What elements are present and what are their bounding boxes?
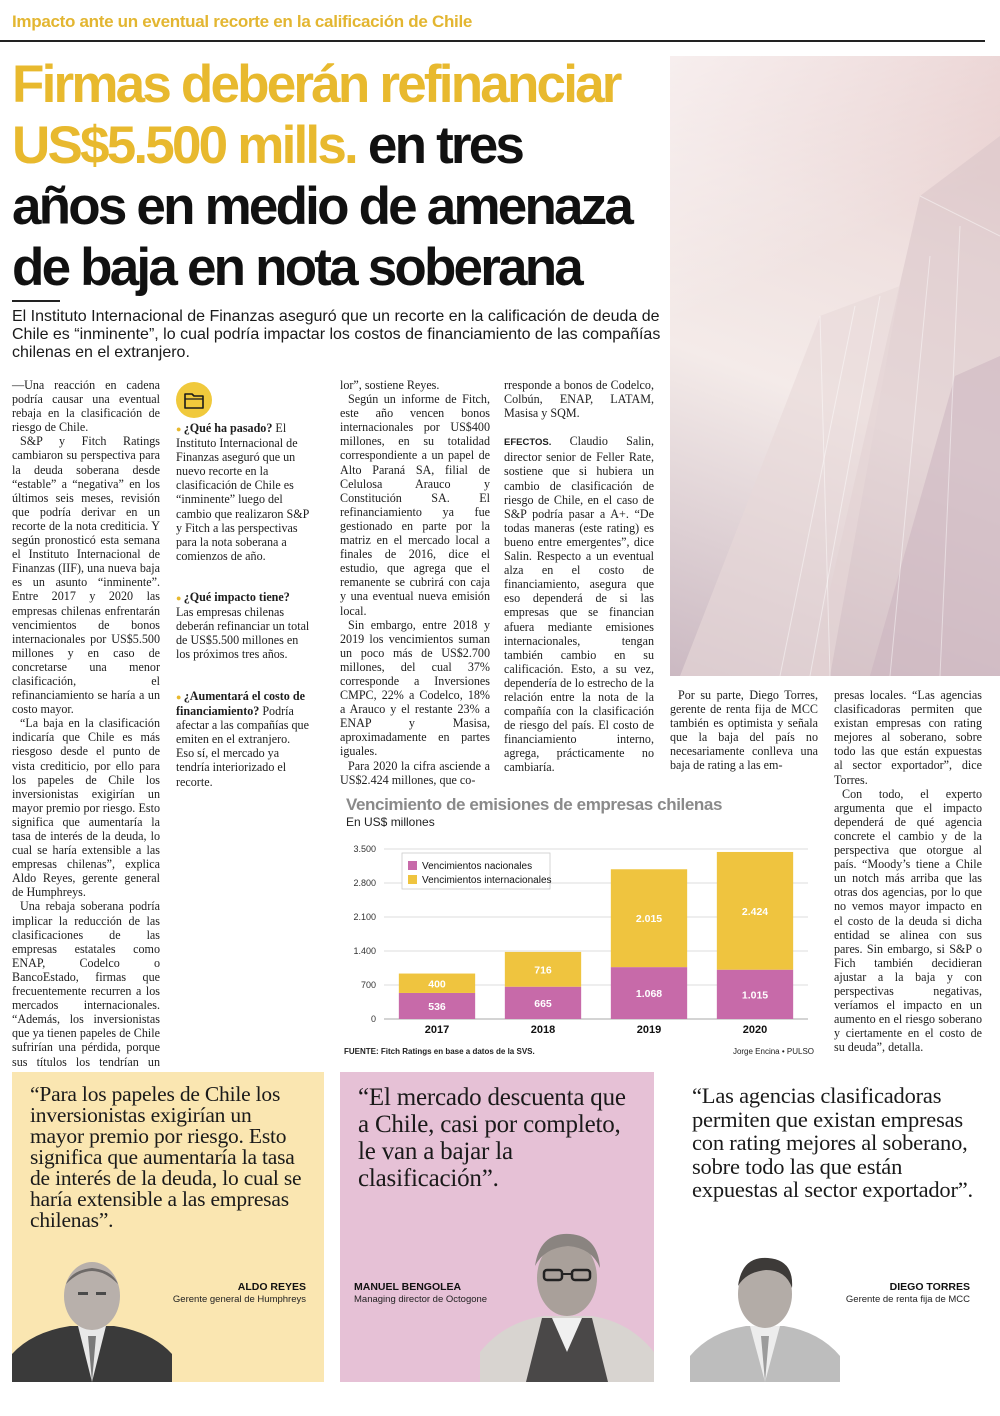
col3-paragraph: lor”, sostiene Reyes. xyxy=(340,378,440,392)
legend-label: Vencimientos internacionales xyxy=(422,875,552,886)
person-name: MANUEL BENGOLEA xyxy=(354,1281,462,1293)
person-role: Managing director de Octogone xyxy=(354,1294,488,1305)
quote-text: “Para los papeles de Chile los inversionistas exigirían un mayor premio por riesgo. Esto significa que aumentaría la tasa de interés de la deuda, lo cual se haría extensible a las empresas chilenas”. xyxy=(30,1082,302,1232)
body-column-5 xyxy=(670,688,818,773)
col6-paragraph: Con todo, el experto argumenta que el impacto dependerá de qué agencia concrete el cambio y de la perspectiva que otorgue al país. “Moody’s tiene a Chile un notch más arriba que las otras dos agencias, por lo que no vemos mayor impacto en el costo de la deuda si dicha entidad se alinea con sus pares. Sin embargo, si S&P o Fich también decidieran ajustar a la baja y con perspectivas negativas, veríamos el impacto en un aumento en el riesgo soberano y ciertamente en el costo de su deuda”, detalla. xyxy=(834,786,982,1055)
y-tick-label: 2.100 xyxy=(353,912,376,922)
legend-swatch xyxy=(408,875,417,884)
bar-value-label: 1.068 xyxy=(635,988,663,1001)
headline-rest-2: años en medio de amenaza xyxy=(12,177,632,236)
body-column-3 xyxy=(340,378,490,787)
qa-answer: Podría afectar a las compañías que emiten en el extranjero. Eso sí, el mercado ya tendría interiorizado el recorte. xyxy=(176,704,309,789)
col4-effects-paragraph xyxy=(504,434,654,774)
bar-value-label: 2.015 xyxy=(635,913,663,926)
qa-item-3 xyxy=(176,689,310,789)
section-kicker: Impacto ante un eventual recorte en la calificación de Chile xyxy=(12,12,473,31)
col3-paragraph: Sin embargo, entre 2018 y 2019 los vencimientos suman un poco más de US$2.700 millones, del cual 37% corresponde a Inversiones CMPC, 22% a Codelco, 18% a Arauco y el restante 23% a ENAP y Masisa, aproximadamente en partes iguales. xyxy=(340,617,490,759)
bar-value-label: 536 xyxy=(428,1000,446,1013)
x-tick-label: 2020 xyxy=(742,1024,768,1036)
body-column-6 xyxy=(834,688,982,1054)
headline-rest-1: en tres xyxy=(355,116,523,175)
chart-title: Vencimiento de emisiones de empresas chilenas xyxy=(346,795,723,814)
lead-divider xyxy=(12,300,60,302)
qa-question: ● ¿Qué impacto tiene? xyxy=(176,590,290,604)
qa-question: ● ¿Aumentará el costo de financiamiento? xyxy=(176,689,305,718)
x-tick-label: 2018 xyxy=(530,1024,556,1036)
quote-box-bengolea xyxy=(340,1072,654,1382)
qa-answer: El Instituto Internacional de Finanzas aseguró que un nuevo recorte en la clasificación de Chile es “inminente” luego del cambio que realizaron S&P y Fitch a las perspectivas para la nota soberana a comienzos de año. xyxy=(176,421,309,563)
qa-question: ● ¿Qué ha pasado? xyxy=(176,421,272,435)
col3-paragraph: Según un informe de Fitch, este año vencen bonos internacionales por US$400 millones, en su totalidad correspondiente a un papel de Alto Paraná SA, filial de Celulosa Arauco y Constitución SA. El refinanciamiento ya fue gestionado en parte por la matriz en el mercado local a finales de 2016, dice el estudio, que agrega que el remanente se cubrirá con caja y una eventual nueva emisión local. xyxy=(340,392,490,618)
maturities-chart xyxy=(338,795,818,1060)
chart-credit: Jorge Encina • PULSO xyxy=(732,1047,814,1056)
col4-effects-text: Claudio Salin, director senior de Feller Rate, sostiene que si hubiera un cambio de clasificación de riesgo de Chile, en el caso de S&P podría pasar a A+. “De todas maneras (este rating) es bueno entre emergentes”, dice Salin. Respecto a un eventual alza en el costo de financiamiento, asegura que eso dependerá de si las empresas que se financian afuera mediante emisiones internacionales, tengan también cambio en su calificación. Esto, a su vez, dependería de lo estrecho de la relación entre la nota de la compañía con la clasificación de riesgo del país. El costo de financiamiento interno, agrega, prácticamente no cambiaría. xyxy=(504,434,654,775)
y-tick-label: 1.400 xyxy=(353,946,376,956)
quote-text: “Las agencias clasificadoras permiten que existan empresas con rating mejores al soberano, sobre todo las que están expuestas al sector exportador”. xyxy=(692,1083,973,1202)
col1-paragraph: —Una reacción en cadena podría causar una eventual rebaja en la clasificación de riesgo de Chile. xyxy=(12,378,160,435)
quote-box-reyes xyxy=(12,1072,324,1382)
headline-highlight-1: Firmas deberán refinanciar xyxy=(12,55,620,114)
person-role: Gerente general de Humphreys xyxy=(172,1294,306,1305)
chart-subtitle: En US$ millones xyxy=(346,815,435,829)
quote-box-torres xyxy=(670,1072,988,1382)
quote-text: “El mercado descuenta que a Chile, casi por completo, le van a bajar la clasificación”. xyxy=(358,1084,626,1192)
x-tick-label: 2019 xyxy=(636,1024,662,1036)
legend-swatch xyxy=(408,861,417,870)
bar-value-label: 2.424 xyxy=(741,905,769,918)
headline-rest-3: de baja en nota soberana xyxy=(12,238,581,297)
person-role: Gerente de renta fija de MCC xyxy=(845,1294,970,1305)
portrait-diego-torres xyxy=(690,1252,840,1382)
col6-paragraph: presas locales. “Las agencias clasificadoras permiten que existan empresas con rating mejores al soberano, sobre todo las que están expuestas al sector exportador”, dice Torres. xyxy=(834,688,982,787)
qa-answer: Las empresas chilenas deberán refinanciar un total de US$5.500 millones en los próximos tres años. xyxy=(176,605,310,662)
portrait-manuel-bengolea xyxy=(480,1222,654,1382)
folder-icon xyxy=(176,382,212,418)
qa-item-1 xyxy=(176,421,310,563)
hero-image-buildings xyxy=(670,56,1000,676)
person-name: DIEGO TORRES xyxy=(889,1281,970,1293)
col1-paragraph: “La baja en la clasificación indicaría que Chile es más riesgoso desde el punto de vista crediticio, por ello para los papeles de Chile los inversionistas exigirían un mayor premio por riesgo. Esto significa que aumentaría la tasa de interés de la deuda, lo cual se haría extensible a las empresas chilenas”, explica Aldo Reyes, gerente general de Humphreys. xyxy=(12,716,160,900)
y-tick-label: 2.800 xyxy=(353,878,376,888)
portrait-aldo-reyes xyxy=(12,1258,172,1382)
headline-highlight-2: US$5.500 mills. xyxy=(12,116,356,175)
headline xyxy=(12,54,662,298)
y-tick-label: 0 xyxy=(370,1014,376,1024)
y-tick-label: 3.500 xyxy=(353,844,376,854)
x-tick-label: 2017 xyxy=(424,1024,450,1036)
bar-value-label: 400 xyxy=(428,978,446,991)
bar-value-label: 665 xyxy=(534,997,552,1010)
col4-paragraph: rresponde a bonos de Codelco, Colbún, ENAP, LATAM, Masisa y SQM. xyxy=(504,378,654,421)
body-column-4 xyxy=(504,378,654,775)
bar-value-label: 1.015 xyxy=(741,989,769,1002)
bar-value-label: 716 xyxy=(534,964,552,977)
legend-label: Vencimientos nacionales xyxy=(422,861,533,872)
person-name: ALDO REYES xyxy=(237,1281,306,1293)
body-column-1 xyxy=(12,378,160,1083)
col1-paragraph: S&P y Fitch Ratings cambiaron su perspectiva para la deuda soberana desde “estable” a “negativa” en los últimos seis meses, revisión que podría derivar en un recorte de la nota crediticia. Y según pronosticó esta semana el Instituto Internacional de Finanzas (IIF), una nueva baja es un asunto “inminente”. Entre 2017 y 2020 las empresas chilenas enfrentarán vencimientos de bonos internacionales por US$5.500 millones y en caso de concretarse una menor clasificación, el refinanciamiento se haría a un costo mayor. xyxy=(12,434,160,717)
y-tick-label: 700 xyxy=(360,980,376,990)
col1-paragraph: Una rebaja soberana podría implicar la reducción de las clasificaciones de las empresas estatales como ENAP, Codelco o BancoEstado, firmas que frecuentemente recurren a los mercados internacionales. “Además, los inversionistas que ya tienen papeles de Chile sufrirían una pérdida, porque sus títulos los tendrían un xyxy=(12,899,160,1069)
kicker-divider xyxy=(0,40,985,42)
col5-paragraph: Por su parte, Diego Torres, gerente de renta fija de MCC también es optimista y señala que la baja del país no necesariamente conlleva una baja de rating a las em- xyxy=(670,688,818,773)
effects-label: EFECTOS. xyxy=(504,437,552,449)
chart-source: FUENTE: Fitch Ratings en base a datos de la SVS. xyxy=(344,1047,535,1056)
qa-item-2 xyxy=(176,590,310,661)
col3-paragraph: Para 2020 la cifra asciende a US$2.424 millones, que co- xyxy=(340,758,490,787)
chart-plot xyxy=(338,795,818,1045)
lead-paragraph: El Instituto Internacional de Finanzas aseguró que un recorte en la calificación de deuda de Chile es “inminente”, lo cual podría impactar los costos de financiamiento de las compañías chilenas en el extranjero. xyxy=(12,308,661,361)
